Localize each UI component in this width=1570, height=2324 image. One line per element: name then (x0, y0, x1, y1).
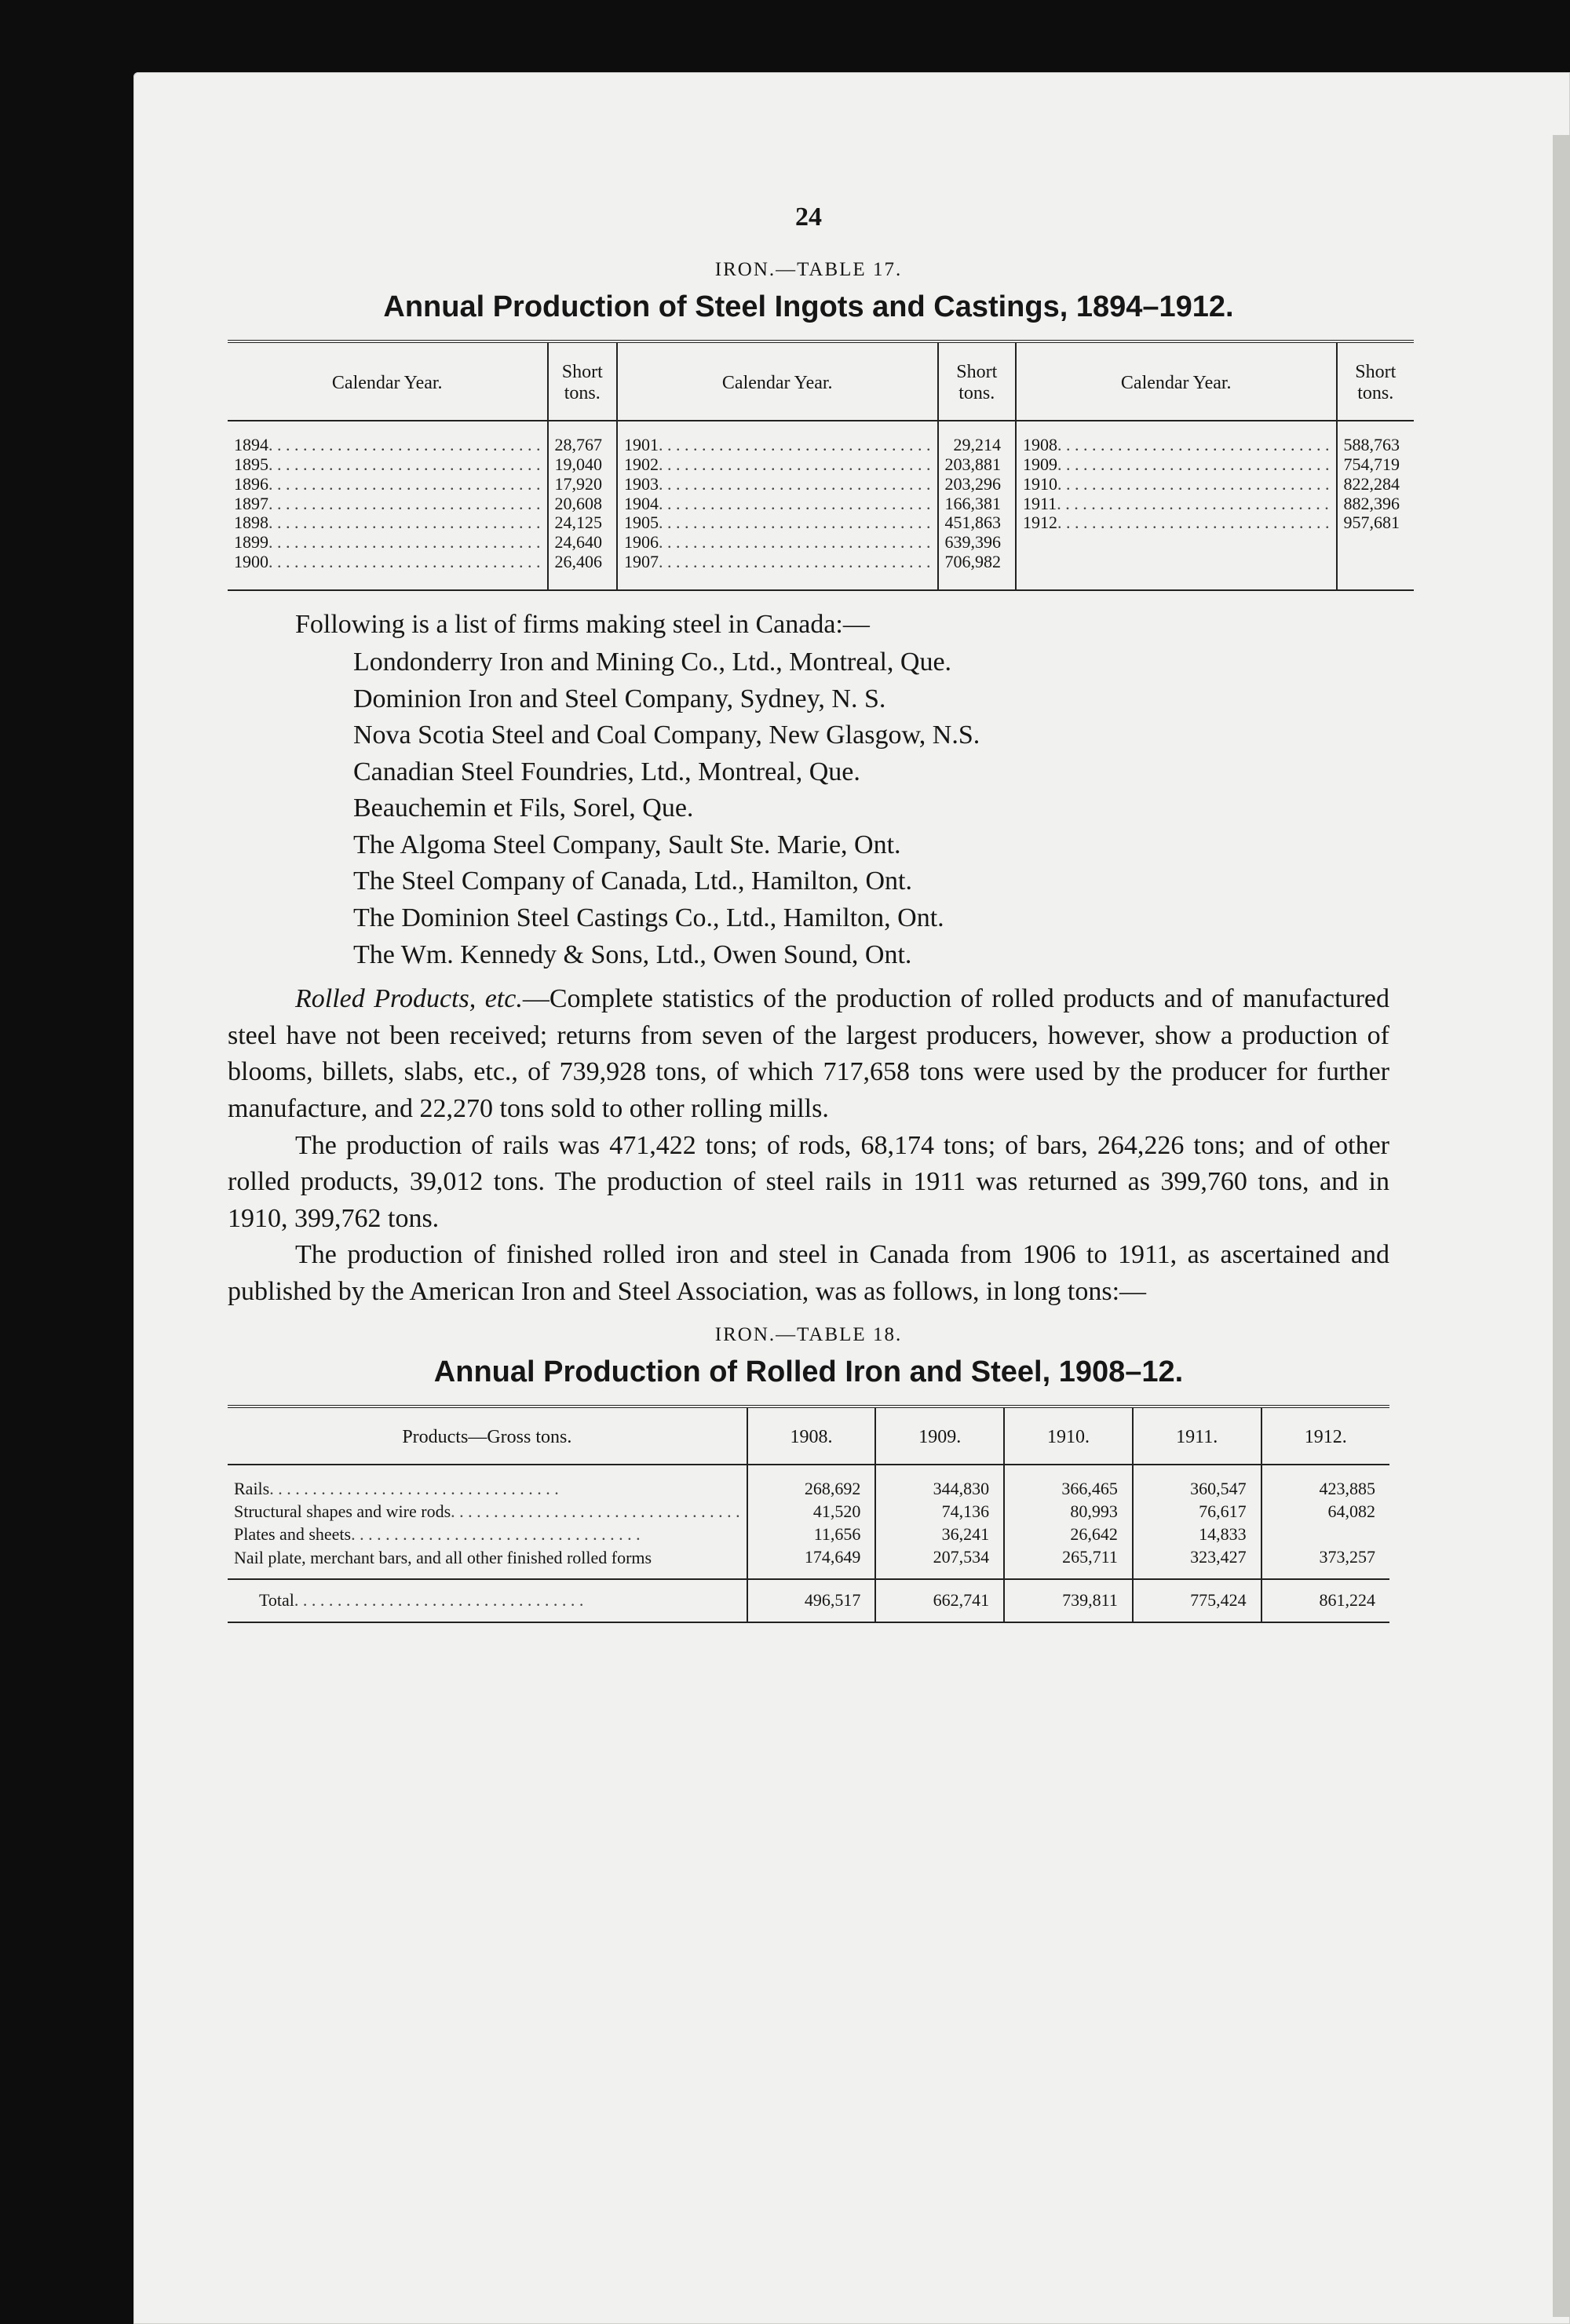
finished-paragraph: The production of finished rolled iron and steel in Canada from 1906 to 1911, as ascertained and published by the American Iron and Steel Association, was as follows, in long tons:— (228, 1240, 1389, 1306)
t18-header-1910: 1910. (1004, 1406, 1133, 1465)
table18-caption: IRON.—TABLE 18. (714, 1324, 903, 1346)
t17-tons: 957,681 (1343, 513, 1400, 533)
t17-year: 1899 . . . (234, 533, 541, 553)
t18-cell: 11,656 (747, 1523, 876, 1546)
t17-year: 1907 . . . (624, 553, 931, 572)
t18-cell: 265,711 (1004, 1546, 1133, 1579)
t18-cell: 366,465 (1004, 1465, 1133, 1501)
t17-year: 1901 . . . (624, 436, 931, 455)
t17-year: 1904 . . . (624, 494, 931, 514)
t17-year: 1894 . . . (234, 436, 541, 455)
t17-year: 1900 . . . (234, 553, 541, 572)
t18-cell: 360,547 (1133, 1465, 1261, 1501)
rolled-products-paragraph (228, 981, 1389, 1127)
t17-tons: 166,381 (944, 493, 1001, 513)
t17-year: 1906 . . . (624, 533, 931, 553)
firm-item: Londonderry Iron and Mining Co., Ltd., Montreal, Que. (353, 648, 952, 677)
t18-header-1908: 1908. (747, 1406, 876, 1465)
t17-tons: 822,284 (1343, 473, 1400, 494)
t18-cell: 41,520 (747, 1501, 876, 1523)
rolled-products-heading: Rolled Products, etc. (295, 984, 523, 1014)
t18-total-cell: 861,224 (1261, 1579, 1389, 1622)
t17-tons: 26,406 (554, 552, 602, 572)
t18-cell: 36,241 (875, 1523, 1004, 1546)
firm-item: Beauchemin et Fils, Sorel, Que. (353, 794, 694, 823)
t18-header-1912: 1912. (1261, 1406, 1389, 1465)
firm-item: The Steel Company of Canada, Ltd., Hamilton, Ont. (353, 866, 912, 896)
table-row (228, 1501, 1389, 1523)
t17-tons: 203,296 (944, 473, 1001, 494)
t17-tons: 17,920 (554, 473, 602, 494)
table17-title: Annual Production of Steel Ingots and Castings, 1894–1912. (383, 290, 1234, 323)
t18-cell: 174,649 (747, 1546, 876, 1579)
t17-tons: 882,396 (1343, 493, 1400, 513)
t18-cell: 74,136 (875, 1501, 1004, 1523)
t17-header-year-2: Calendar Year. (617, 341, 938, 421)
firm-item: The Algoma Steel Company, Sault Ste. Marie, Ont. (353, 830, 901, 859)
t18-cell: 268,692 (747, 1465, 876, 1501)
firms-intro: Following is a list of firms making steel in Canada:— (295, 610, 870, 640)
t18-cell: 80,993 (1004, 1501, 1133, 1523)
t18-header-1909: 1909. (875, 1406, 1004, 1465)
firm-item: The Wm. Kennedy & Sons, Ltd., Owen Sound, Ont. (353, 939, 912, 969)
t17-year: 1910 . . . (1023, 475, 1330, 494)
t17-tons: 706,982 (944, 552, 1001, 572)
t18-row-label: Structural shapes and wire rods . . . (234, 1502, 740, 1522)
table17 (228, 340, 1414, 591)
t17-header-year-3: Calendar Year. (1016, 341, 1337, 421)
t17-year: 1905 . . . (624, 513, 931, 533)
t18-total-cell: 496,517 (747, 1579, 876, 1622)
t18-row-label: Rails . . . (234, 1479, 740, 1499)
firm-item: Canadian Steel Foundries, Ltd., Montreal, Que. (353, 757, 860, 786)
t17-tons-col3 (1337, 421, 1415, 590)
t17-year: 1898 . . . (234, 513, 541, 533)
table-row (228, 1523, 1389, 1546)
t18-header-1911: 1911. (1133, 1406, 1261, 1465)
rolled-products-text: —Complete statistics of the production of rolled products and of manufactured steel have not been received; returns from seven of the largest producers, however, show a production of blooms, billets, slabs, etc., of 739,928 tons, of which 717,658 tons were used by the producer for further manufacture, and 22,270 tons sold to other rolling mills. (228, 984, 1389, 1123)
firm-item: Dominion Iron and Steel Company, Sydney, N. S. (353, 684, 886, 713)
t17-tons: 24,640 (554, 532, 602, 553)
t17-years-col1 (228, 421, 548, 590)
t18-row-label: Nail plate, merchant bars, and all other finished rolled forms (234, 1548, 652, 1567)
t17-years-col3 (1016, 421, 1337, 590)
t17-header-year-1: Calendar Year. (331, 372, 443, 393)
t17-tons: 28,767 (554, 435, 602, 454)
t18-total-cell: 739,811 (1004, 1579, 1133, 1622)
t17-tons: 588,763 (1343, 435, 1400, 454)
t17-tons: 203,881 (944, 454, 1001, 474)
t18-cell: 76,617 (1133, 1501, 1261, 1523)
t18-total-cell: 775,424 (1133, 1579, 1261, 1622)
t17-tons: 24,125 (554, 513, 602, 533)
t18-row-label: Plates and sheets . . . (234, 1525, 740, 1545)
t17-year: 1909 . . . (1023, 455, 1330, 475)
t17-year: 1902 . . . (624, 455, 931, 475)
t17-tons: 29,214 (953, 435, 1001, 454)
table-total-row (228, 1579, 1389, 1622)
t18-cell: 373,257 (1261, 1546, 1389, 1579)
t17-year: 1908 . . . (1023, 436, 1330, 455)
t17-tons: 451,863 (944, 513, 1001, 533)
t17-year: 1897 . . . (234, 494, 541, 514)
table-row (228, 1546, 1389, 1579)
t17-tons: 19,040 (554, 454, 602, 474)
t18-cell: 64,082 (1261, 1501, 1389, 1523)
t18-cell: 26,642 (1004, 1523, 1133, 1546)
table18-title: Annual Production of Rolled Iron and Steel, 1908–12. (433, 1355, 1184, 1389)
t17-year: 1903 . . . (624, 475, 931, 494)
page-edge-shadow (1553, 135, 1570, 2317)
t17-years-col2 (617, 421, 938, 590)
page-content (228, 202, 1400, 1623)
t17-header-tons-1: Short tons. (548, 341, 618, 421)
table18 (228, 1405, 1389, 1623)
t18-total-label: Total . . . (259, 1591, 740, 1611)
firms-list (353, 644, 1389, 973)
t17-header-tons-3: Short tons. (1337, 341, 1415, 421)
t17-header-tons-2: Short tons. (938, 341, 1017, 421)
firm-item: The Dominion Steel Castings Co., Ltd., Hamilton, Ont. (353, 903, 944, 933)
firm-item: Nova Scotia Steel and Coal Company, New Glasgow, N.S. (353, 721, 980, 750)
t18-header-products: Products—Gross tons. (402, 1427, 572, 1448)
rails-paragraph: The production of rails was 471,422 tons; of rods, 68,174 tons; of bars, 264,226 tons; and of other rolled products, 39,012 tons. The production of steel rails in 1911 was returned as 399,760 tons, and in 1910, 399,762 tons. (228, 1130, 1389, 1233)
t18-cell: 423,885 (1261, 1465, 1389, 1501)
t18-total-cell: 662,741 (875, 1579, 1004, 1622)
t17-year: 1911 . . . (1023, 494, 1330, 514)
t18-cell (1261, 1523, 1389, 1546)
t18-cell: 344,830 (875, 1465, 1004, 1501)
t18-cell: 14,833 (1133, 1523, 1261, 1546)
t17-year: 1895 . . . (234, 455, 541, 475)
t18-cell: 323,427 (1133, 1546, 1261, 1579)
page-number: 24 (795, 202, 822, 232)
t17-tons: 639,396 (944, 532, 1001, 553)
t17-tons: 20,608 (554, 493, 602, 513)
t17-tons-col2 (938, 421, 1017, 590)
t18-cell: 207,534 (875, 1546, 1004, 1579)
table17-caption: IRON.—TABLE 17. (714, 259, 903, 280)
t17-year: 1912 . . . (1023, 513, 1330, 533)
table-row (228, 1465, 1389, 1501)
t17-tons: 754,719 (1343, 454, 1400, 474)
t17-tons-col1 (548, 421, 618, 590)
t17-year: 1896 . . . (234, 475, 541, 494)
